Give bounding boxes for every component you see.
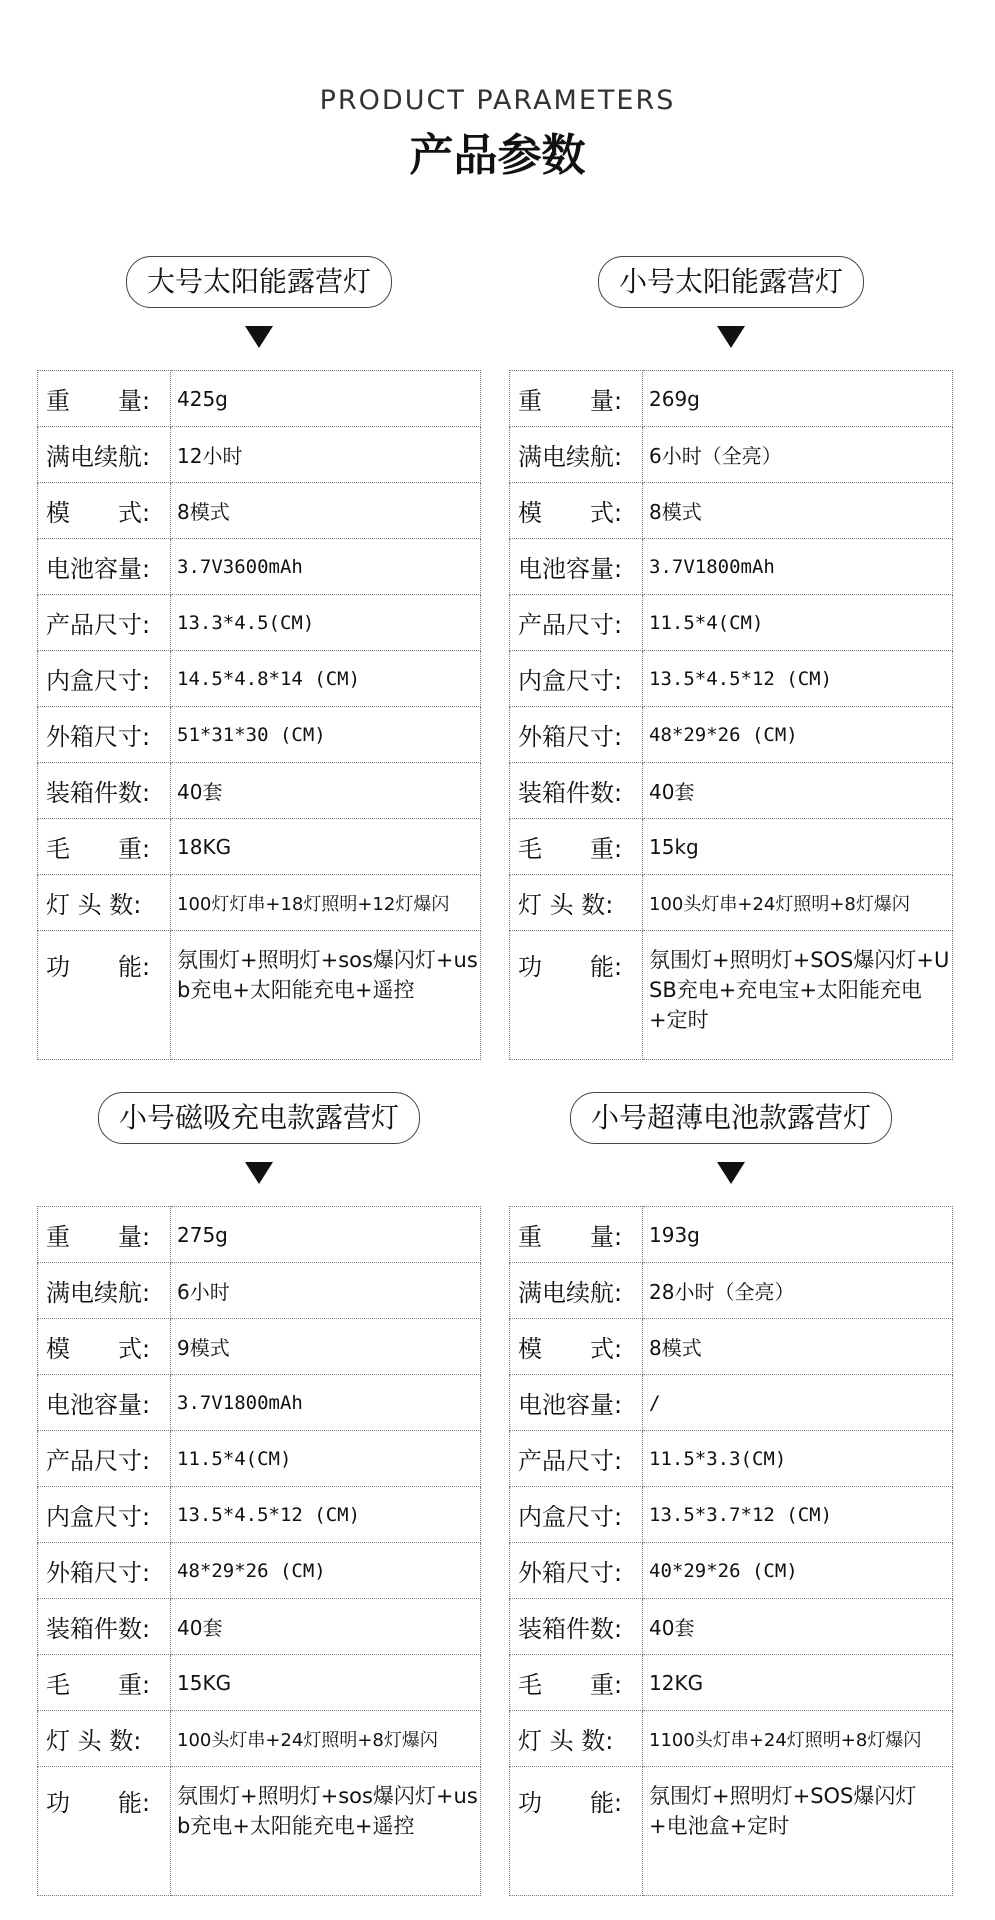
- row-function: [510, 931, 953, 1060]
- label-pack-qty: 装箱件数:: [510, 763, 643, 819]
- value-runtime: 6小时: [171, 1263, 481, 1319]
- label-battery: 电池容量:: [38, 539, 171, 595]
- value-product-size: 11.5*3.3(CM): [643, 1431, 953, 1487]
- row-runtime: [510, 1263, 953, 1319]
- row-mode: [510, 483, 953, 539]
- value-outer-box: 48*29*26 (CM): [171, 1543, 481, 1599]
- row-function: [38, 1767, 481, 1896]
- label-function: 功 能:: [510, 1767, 643, 1896]
- spec-table: [509, 1206, 953, 1896]
- english-title: PRODUCT PARAMETERS: [319, 85, 676, 116]
- label-inner-box: 内盒尺寸:: [510, 1487, 643, 1543]
- value-product-size: 13.3*4.5(CM): [171, 595, 481, 651]
- label-pack-qty: 装箱件数:: [510, 1599, 643, 1655]
- value-inner-box: 14.5*4.8*14 (CM): [171, 651, 481, 707]
- label-lamp-heads: 灯 头 数:: [510, 1711, 643, 1767]
- product-title: 小号超薄电池款露营灯: [570, 1092, 892, 1144]
- down-arrow-icon: [717, 326, 745, 348]
- value-product-size: 11.5*4(CM): [643, 595, 953, 651]
- value-lamp-heads: 1100头灯串+24灯照明+8灯爆闪: [643, 1711, 953, 1767]
- label-function: 功 能:: [38, 1767, 171, 1896]
- page-header: [0, 84, 995, 186]
- row-outer-box: [38, 1543, 481, 1599]
- label-runtime: 满电续航:: [38, 1263, 171, 1319]
- label-weight: 重 量:: [38, 1207, 171, 1263]
- label-weight: 重 量:: [510, 371, 643, 427]
- value-pack-qty: 40套: [643, 1599, 953, 1655]
- row-pack-qty: [38, 1599, 481, 1655]
- label-gross-weight: 毛 重:: [510, 1655, 643, 1711]
- row-function: [38, 931, 481, 1060]
- label-pack-qty: 装箱件数:: [38, 1599, 171, 1655]
- label-mode: 模 式:: [510, 1319, 643, 1375]
- value-gross-weight: 12KG: [643, 1655, 953, 1711]
- value-gross-weight: 15kg: [643, 819, 953, 875]
- value-battery: 3.7V1800mAh: [643, 539, 953, 595]
- row-lamp-heads: [38, 875, 481, 931]
- value-lamp-heads: 100灯灯串+18灯照明+12灯爆闪: [171, 875, 481, 931]
- row-mode: [38, 1319, 481, 1375]
- label-gross-weight: 毛 重:: [510, 819, 643, 875]
- value-battery: 3.7V1800mAh: [171, 1375, 481, 1431]
- row-outer-box: [510, 707, 953, 763]
- row-battery: [38, 1375, 481, 1431]
- label-function: 功 能:: [38, 931, 171, 1060]
- row-battery: [510, 539, 953, 595]
- row-gross-weight: [510, 819, 953, 875]
- row-inner-box: [38, 651, 481, 707]
- down-arrow-icon: [245, 326, 273, 348]
- value-gross-weight: 15KG: [171, 1655, 481, 1711]
- row-weight: [510, 371, 953, 427]
- row-battery: [510, 1375, 953, 1431]
- label-inner-box: 内盒尺寸:: [510, 651, 643, 707]
- row-gross-weight: [510, 1655, 953, 1711]
- row-weight: [38, 1207, 481, 1263]
- product-card-large-solar: [37, 256, 481, 1060]
- value-inner-box: 13.5*4.5*12 (CM): [171, 1487, 481, 1543]
- value-function: 氛围灯+照明灯+SOS爆闪灯+电池盒+定时: [643, 1767, 953, 1896]
- value-runtime: 6小时（全亮）: [643, 427, 953, 483]
- product-card-small-magnetic: [37, 1092, 481, 1896]
- row-battery: [38, 539, 481, 595]
- label-runtime: 满电续航:: [38, 427, 171, 483]
- value-runtime: 28小时（全亮）: [643, 1263, 953, 1319]
- label-function: 功 能:: [510, 931, 643, 1060]
- label-battery: 电池容量:: [38, 1375, 171, 1431]
- label-battery: 电池容量:: [510, 1375, 643, 1431]
- product-card-small-solar: [509, 256, 953, 1060]
- label-mode: 模 式:: [38, 483, 171, 539]
- label-gross-weight: 毛 重:: [38, 1655, 171, 1711]
- row-weight: [38, 371, 481, 427]
- value-outer-box: 40*29*26 (CM): [643, 1543, 953, 1599]
- row-lamp-heads: [510, 1711, 953, 1767]
- row-mode: [510, 1319, 953, 1375]
- row-pack-qty: [510, 1599, 953, 1655]
- down-arrow-icon: [245, 1162, 273, 1184]
- label-mode: 模 式:: [510, 483, 643, 539]
- label-pack-qty: 装箱件数:: [38, 763, 171, 819]
- value-outer-box: 51*31*30 (CM): [171, 707, 481, 763]
- value-function: 氛围灯+照明灯+SOS爆闪灯+USB充电+充电宝+太阳能充电+定时: [643, 931, 953, 1060]
- label-weight: 重 量:: [510, 1207, 643, 1263]
- value-product-size: 11.5*4(CM): [171, 1431, 481, 1487]
- value-function: 氛围灯+照明灯+sos爆闪灯+usb充电+太阳能充电+遥控: [171, 931, 481, 1060]
- row-lamp-heads: [510, 875, 953, 931]
- value-mode: 9模式: [171, 1319, 481, 1375]
- label-outer-box: 外箱尺寸:: [510, 707, 643, 763]
- row-product-size: [510, 595, 953, 651]
- row-weight: [510, 1207, 953, 1263]
- value-weight: 193g: [643, 1207, 953, 1263]
- label-lamp-heads: 灯 头 数:: [38, 1711, 171, 1767]
- label-runtime: 满电续航:: [510, 427, 643, 483]
- label-product-size: 产品尺寸:: [510, 1431, 643, 1487]
- value-battery: /: [643, 1375, 953, 1431]
- row-function: [510, 1767, 953, 1896]
- label-runtime: 满电续航:: [510, 1263, 643, 1319]
- row-lamp-heads: [38, 1711, 481, 1767]
- value-runtime: 12小时: [171, 427, 481, 483]
- product-card-small-ultrathin: [509, 1092, 953, 1896]
- label-weight: 重 量:: [38, 371, 171, 427]
- label-outer-box: 外箱尺寸:: [38, 1543, 171, 1599]
- row-mode: [38, 483, 481, 539]
- row-pack-qty: [510, 763, 953, 819]
- value-outer-box: 48*29*26 (CM): [643, 707, 953, 763]
- row-inner-box: [510, 651, 953, 707]
- value-weight: 275g: [171, 1207, 481, 1263]
- spec-table: [509, 370, 953, 1060]
- chinese-title: 产品参数: [409, 130, 586, 181]
- value-weight: 269g: [643, 371, 953, 427]
- down-arrow-icon: [717, 1162, 745, 1184]
- label-gross-weight: 毛 重:: [38, 819, 171, 875]
- value-pack-qty: 40套: [171, 1599, 481, 1655]
- label-product-size: 产品尺寸:: [38, 595, 171, 651]
- label-lamp-heads: 灯 头 数:: [510, 875, 643, 931]
- value-pack-qty: 40套: [171, 763, 481, 819]
- row-outer-box: [510, 1543, 953, 1599]
- label-lamp-heads: 灯 头 数:: [38, 875, 171, 931]
- row-product-size: [38, 1431, 481, 1487]
- product-title: 小号磁吸充电款露营灯: [98, 1092, 420, 1144]
- row-product-size: [510, 1431, 953, 1487]
- row-inner-box: [510, 1487, 953, 1543]
- value-pack-qty: 40套: [643, 763, 953, 819]
- value-weight: 425g: [171, 371, 481, 427]
- label-inner-box: 内盒尺寸:: [38, 651, 171, 707]
- row-runtime: [38, 427, 481, 483]
- label-outer-box: 外箱尺寸:: [510, 1543, 643, 1599]
- label-battery: 电池容量:: [510, 539, 643, 595]
- value-mode: 8模式: [643, 483, 953, 539]
- row-pack-qty: [38, 763, 481, 819]
- label-outer-box: 外箱尺寸:: [38, 707, 171, 763]
- value-mode: 8模式: [643, 1319, 953, 1375]
- spec-table: [37, 370, 481, 1060]
- row-runtime: [510, 427, 953, 483]
- row-gross-weight: [38, 819, 481, 875]
- value-mode: 8模式: [171, 483, 481, 539]
- label-product-size: 产品尺寸:: [38, 1431, 171, 1487]
- row-outer-box: [38, 707, 481, 763]
- value-battery: 3.7V3600mAh: [171, 539, 481, 595]
- product-title: 小号太阳能露营灯: [598, 256, 864, 308]
- label-inner-box: 内盒尺寸:: [38, 1487, 171, 1543]
- product-title: 大号太阳能露营灯: [126, 256, 392, 308]
- value-lamp-heads: 100头灯串+24灯照明+8灯爆闪: [171, 1711, 481, 1767]
- row-gross-weight: [38, 1655, 481, 1711]
- row-inner-box: [38, 1487, 481, 1543]
- label-product-size: 产品尺寸:: [510, 595, 643, 651]
- value-inner-box: 13.5*3.7*12 (CM): [643, 1487, 953, 1543]
- label-mode: 模 式:: [38, 1319, 171, 1375]
- value-function: 氛围灯+照明灯+sos爆闪灯+usb充电+太阳能充电+遥控: [171, 1767, 481, 1896]
- value-lamp-heads: 100头灯串+24灯照明+8灯爆闪: [643, 875, 953, 931]
- row-runtime: [38, 1263, 481, 1319]
- spec-table: [37, 1206, 481, 1896]
- value-inner-box: 13.5*4.5*12 (CM): [643, 651, 953, 707]
- row-product-size: [38, 595, 481, 651]
- value-gross-weight: 18KG: [171, 819, 481, 875]
